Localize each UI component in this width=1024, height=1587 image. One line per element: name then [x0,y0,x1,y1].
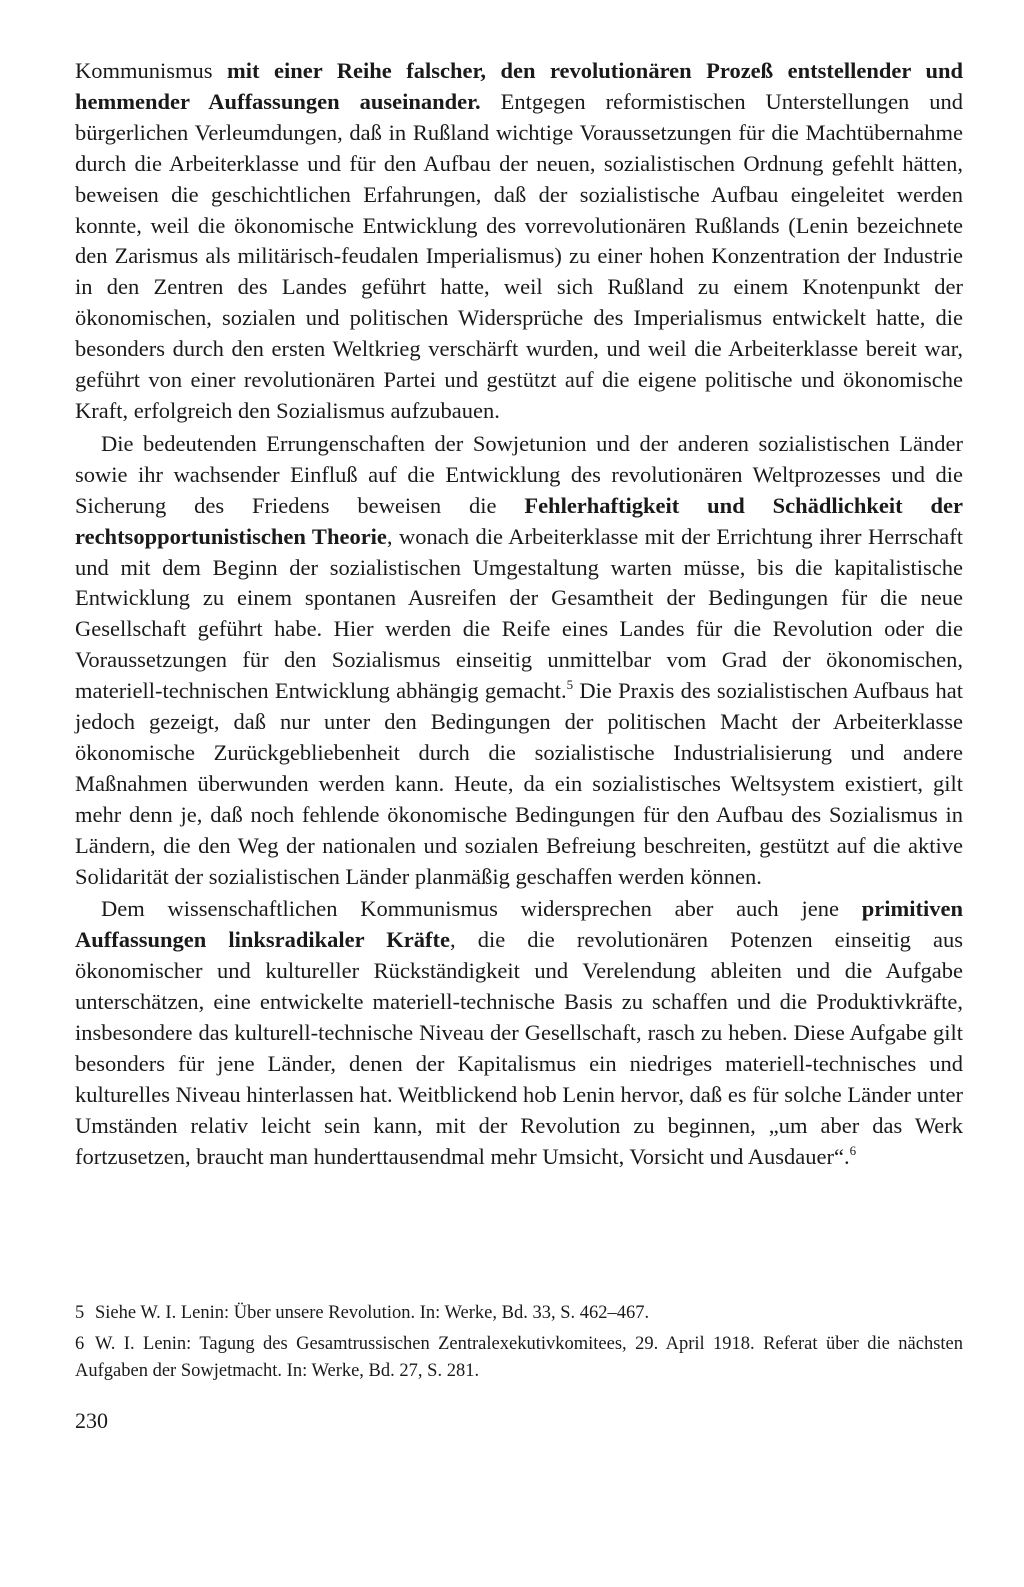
footnote-5 [75,1300,963,1327]
footnote-5-text: Siehe W. I. Lenin: Über unsere Revolution. In: Werke, Bd. 33, S. 462–467. [95,1303,650,1323]
paragraph-2 [75,429,963,893]
footnote-6-number: 6 [75,1334,85,1354]
main-text [75,56,963,1173]
footnote-6 [75,1331,963,1385]
footnote-ref-5[interactable]: 5 [566,677,574,693]
paragraph-3 [75,894,963,1172]
paragraph-2-segment-3: , wonach die Arbeiterklasse mit der Errichtung ihrer Herrschaft und mit dem Beginn der sozialistischen Umgestaltung warten müsse, bis die kapitalistische Entwicklung zu einem spontanen Ausreifen der Gesamtheit der Bedingungen für die neue Gesellschaft geführt habe. Hier werden die Reife eines Landes für die Revolution oder die Voraussetzungen für den Sozialismus einseitig unmittelbar vom Grad der ökonomischen, materiell-technischen Entwicklung abhängig gemacht. [75,523,963,704]
paragraph-1-bold-segment: mit einer Reihe falscher, den revolutionären Prozeß entstellender und hemmender Auffassungen auseinander. [75,58,963,114]
paragraph-3-segment-3: , die die revolutionären Potenzen einseitig aus ökonomischer und kultureller Rückständigkeit und Verelendung ableiten und die Aufgabe unterschätzen, eine entwickelte materiell-technische Basis zu schaffen und die Produktivkräfte, insbesondere das kulturell-technische Niveau der Gesellschaft, rasch zu heben. Diese Aufgabe gilt besonders für jene Länder, denen der Kapitalismus ein niedriges materiell-technisches und kulturelles Niveau hinterlassen hat. Weitblickend hob Lenin hervor, daß es für solche Länder unter Umständen relativ leicht sein kann, mit der Revolution zu beginnen, „um aber das Werk fortzusetzen, braucht man hunderttausendmal mehr Umsicht, Vorsicht und Ausdauer“. [75,927,963,1169]
footnotes [75,1300,963,1389]
paragraph-1-segment-3: Entgegen reformistischen Unterstellungen und bürgerlichen Verleumdungen, daß in Rußland wichtige Voraussetzungen für die Machtübernahme durch die Arbeiterklasse und für den Aufbau der neuen, sozialistischen Ordnung gefehlt hätten, beweisen die geschichtlichen Erfahrungen, daß der sozialistische Aufbau eingeleitet werden konnte, weil die ökonomische Entwicklung des vorrevolutionären Rußlands (Lenin bezeichnete den Zarismus als militärisch-feudalen Imperialismus) zu einer hohen Konzentration der Industrie in den Zentren des Landes geführt hatte, weil sich Rußland zu einem Knotenpunkt der ökonomischen, sozialen und politischen Widersprüche des Imperialismus entwickelt hatte, die besonders durch den ersten Weltkrieg verschärft wurden, und weil die Arbeiterklasse bereit war, geführt von einer revolutionären Partei und gestützt auf die eigene politische und ökonomische Kraft, erfolgreich den Sozialismus aufzubauen. [75,88,963,423]
paragraph-2-segment-5: Die Praxis des sozialistischen Aufbaus hat jedoch gezeigt, daß nur unter den Bedingungen der politischen Macht der Arbeiterklasse ökonomische Zurückgebliebenheit durch die sozialistische Industrialisierung und andere Maßnahmen überwunden werden kann. Heute, da ein sozialistisches Weltsystem existiert, gilt mehr denn je, daß noch fehlende ökonomische Bedingungen für den Aufbau des Sozialismus in Ländern, die den Weg der nationalen und sozialen Befreiung beschreiten, gestützt auf die aktive Solidarität der sozialistischen Länder planmäßig geschaffen werden können. [75,678,963,889]
footnote-5-number: 5 [75,1303,85,1323]
paragraph-1-segment-1: Kommunismus [75,58,227,83]
paragraph-1 [75,56,963,427]
footnote-6-text: W. I. Lenin: Tagung des Gesamtrussischen Zentralexekutivkomitees, 29. April 1918. Referat über die nächsten Aufgaben der Sowjetmacht. In: Werke, Bd. 27, S. 281. [75,1334,963,1381]
page-number: 230 [75,1408,108,1433]
paragraph-2-segment-1: Die bedeutenden Errungenschaften der Sowjetunion und der anderen sozialistischen Länder sowie ihr wachsender Einfluß auf die Entwicklung des revolutionären Weltprozesses und die Sicherung des Friedens beweisen die [75,430,963,518]
paragraph-3-bold-segment: primitiven Auffassungen linksradikaler Kräfte [75,896,963,953]
paragraph-3-segment-1: Dem wissenschaftlichen Kommunismus widersprechen aber auch jene [101,896,862,922]
footnote-ref-6[interactable]: 6 [849,1142,857,1158]
paragraph-2-bold-segment: Fehlerhaftigkeit und Schädlichkeit der rechtsopportunistischen Theorie [75,492,963,549]
